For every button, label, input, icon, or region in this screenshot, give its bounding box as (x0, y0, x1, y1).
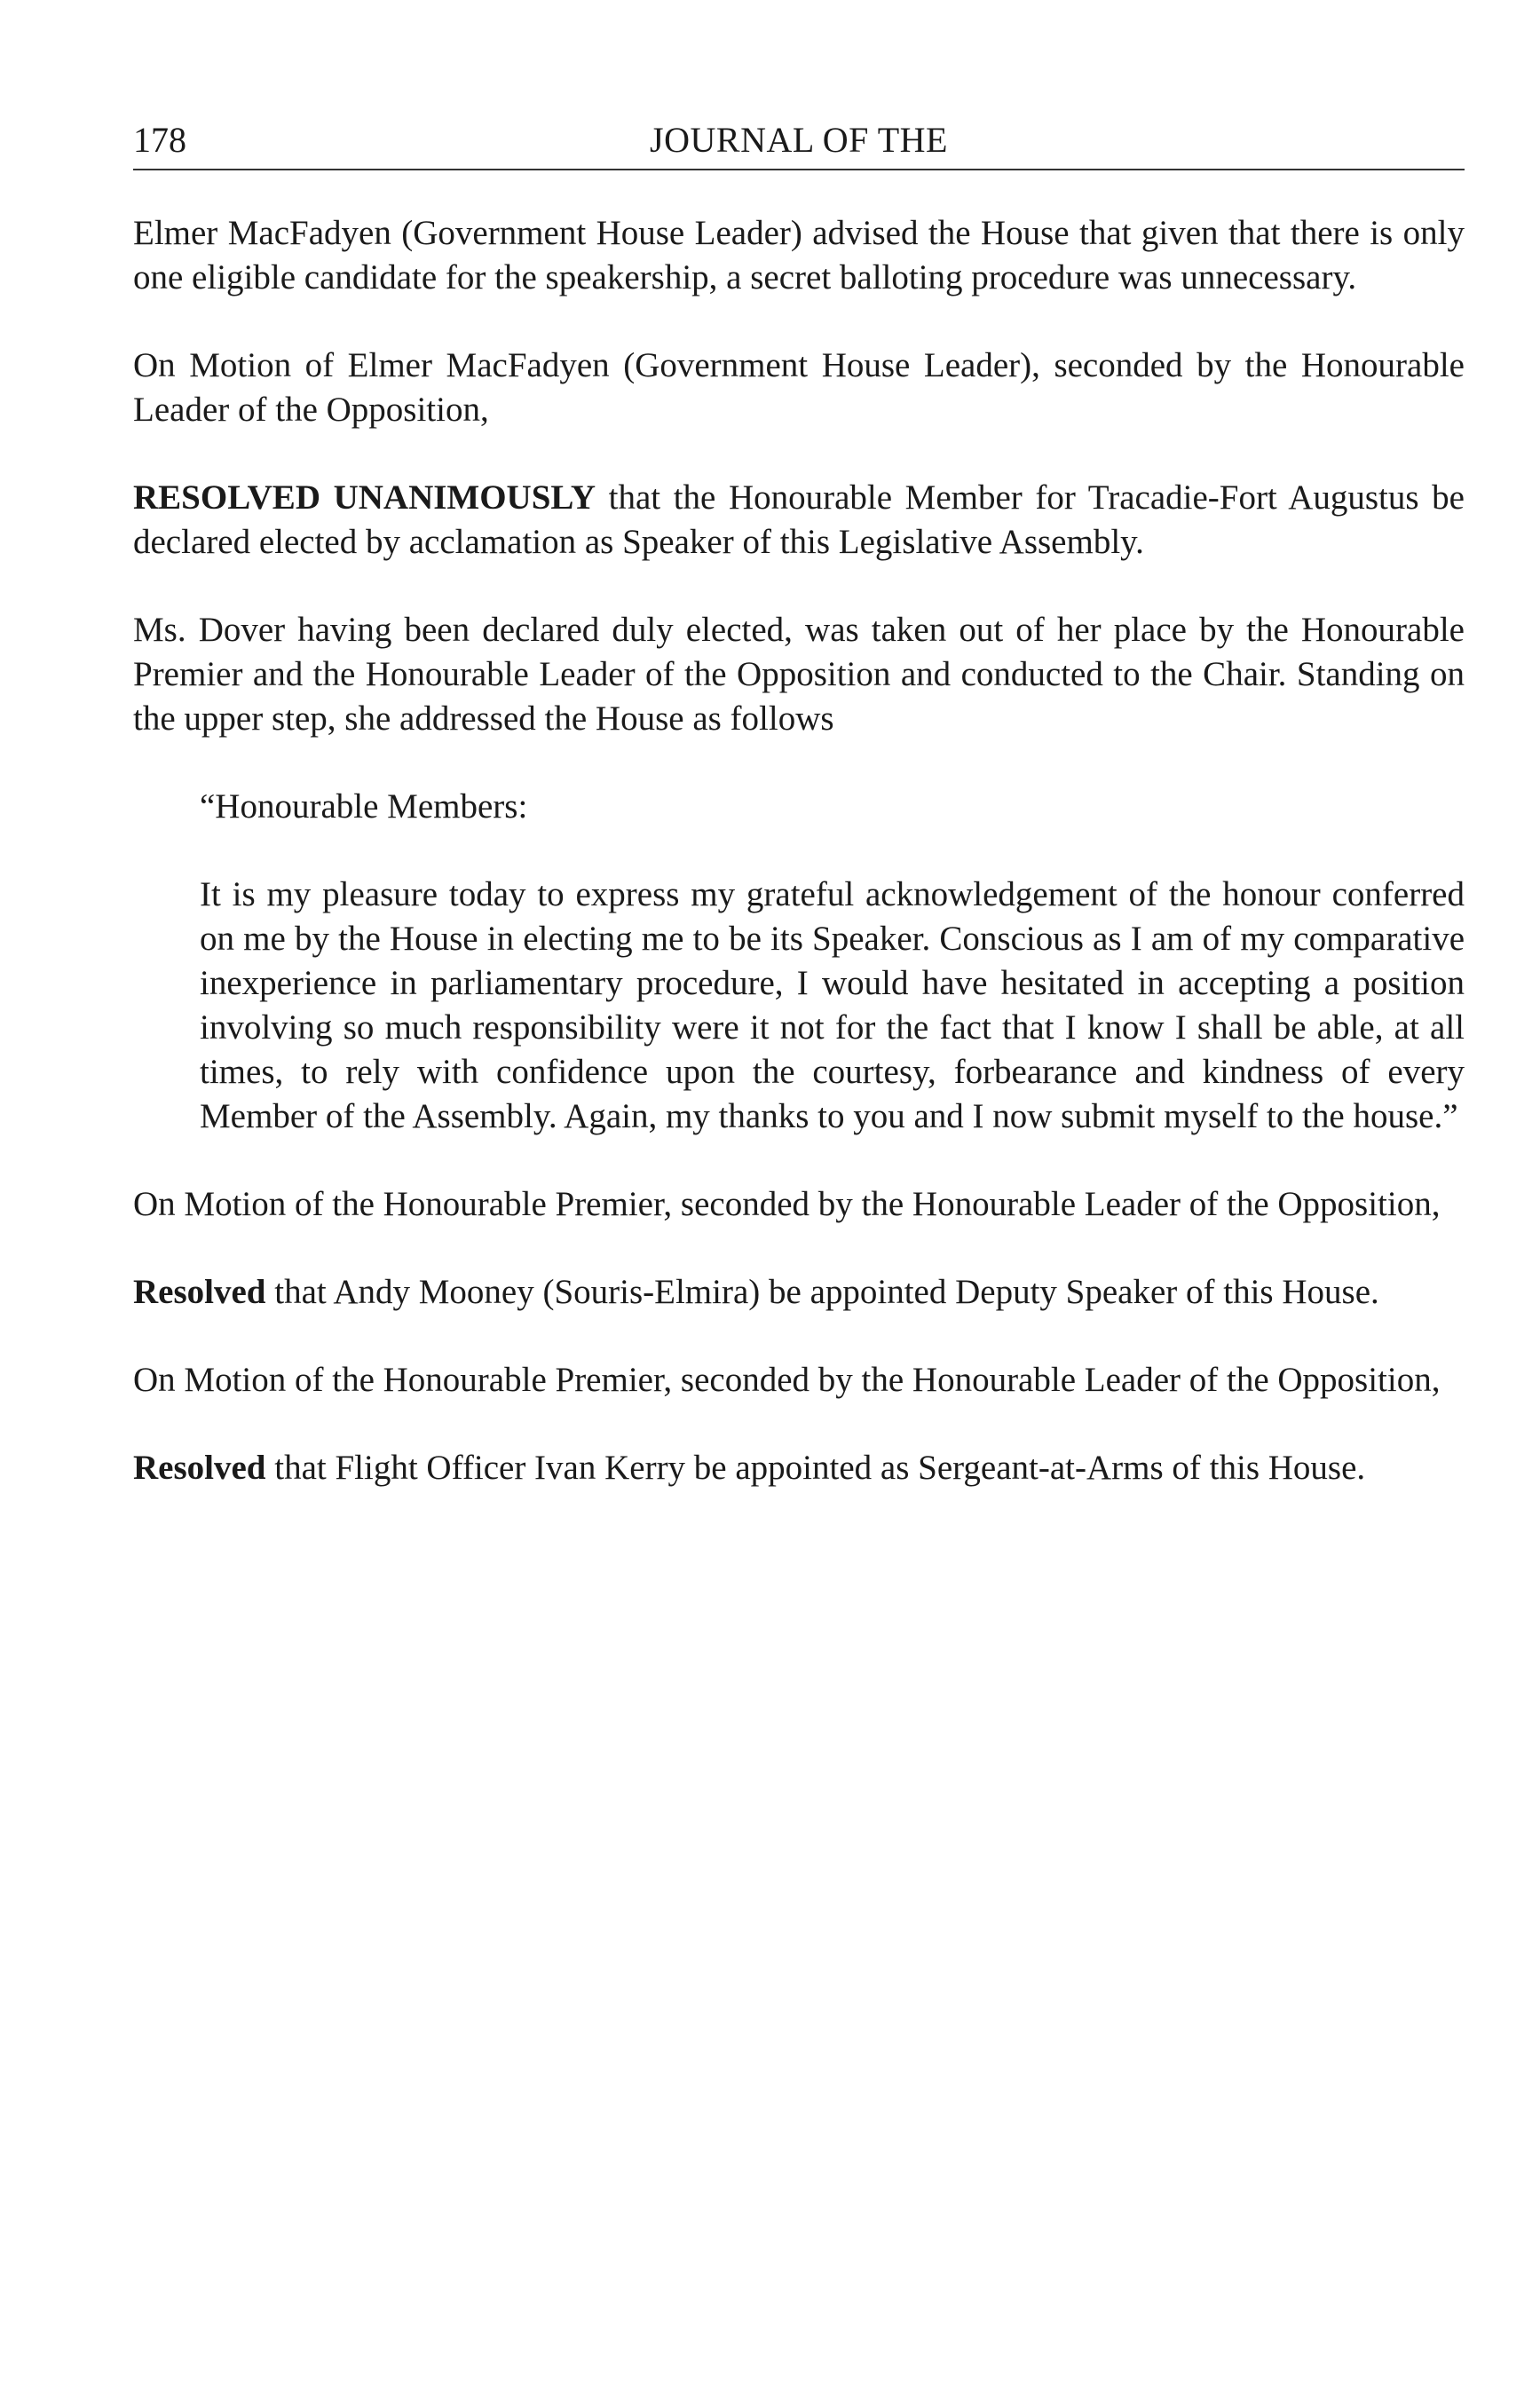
journal-page (133, 0, 1465, 2394)
paragraph-motion-premier-1: On Motion of the Honourable Premier, seconded by the Honourable Leader of the Opposition, (133, 1185, 1441, 1223)
paragraph-motion-macfadyen: On Motion of Elmer MacFadyen (Government House Leader), seconded by the Honourable Leader of the Opposition, (133, 346, 1465, 429)
quote-salutation: “Honourable Members: (200, 787, 528, 826)
resolution-text: that Flight Officer Ivan Kerry be appointed as Sergeant-at-Arms of this House. (265, 1449, 1366, 1487)
resolution-lead: Resolved (133, 1273, 266, 1311)
journal-title: JOURNAL OF THE (650, 120, 948, 160)
running-head (133, 114, 1465, 170)
resolution-lead: Resolved (133, 1449, 266, 1487)
paragraph-resolution-deputy-speaker (133, 1270, 1465, 1315)
paragraph-resolution-speaker (133, 476, 1465, 565)
resolution-text: that the Honourable Member for Tracadie-Fort Augustus be declared elected by acclamation as Speaker of this Legislative Assembly. (133, 478, 1465, 561)
journal-body (133, 211, 1465, 1534)
resolution-text: that Andy Mooney (Souris-Elmira) be appointed Deputy Speaker of this House. (265, 1273, 1379, 1311)
paragraph-motion-premier-2: On Motion of the Honourable Premier, seconded by the Honourable Leader of the Opposition, (133, 1361, 1441, 1399)
paragraph-speakership-ballot: Elmer MacFadyen (Government House Leader) advised the House that given that there is only one eligible candidate for the speakership, a secret balloting procedure was unnecessary. (133, 214, 1465, 296)
resolution-lead: RESOLVED UNANIMOUSLY (133, 478, 596, 517)
page-number: 178 (133, 120, 186, 160)
paragraph-dover-conducted: Ms. Dover having been declared duly elected, was taken out of her place by the Honourable Premier and the Honourable Leader of the Opposition and conducted to the Chair. Standing on the upper step, she addressed the House as follows (133, 611, 1465, 738)
paragraph-resolution-sergeant-at-arms (133, 1446, 1465, 1490)
quote-speaker-address: It is my pleasure today to express my grateful acknowledgement of the honour conferred on me by the House in electing me to be its Speaker. Conscious as I am of my comparative inexperience in parliamentary procedure, I would have hesitated in accepting a position involving so much responsibility were it not for the fact that I know I shall be able, at all times, to rely with confidence upon the courtesy, forbearance and kindness of every Member of the Assembly. Again, my thanks to you and I now submit myself to the house.” (200, 875, 1465, 1135)
